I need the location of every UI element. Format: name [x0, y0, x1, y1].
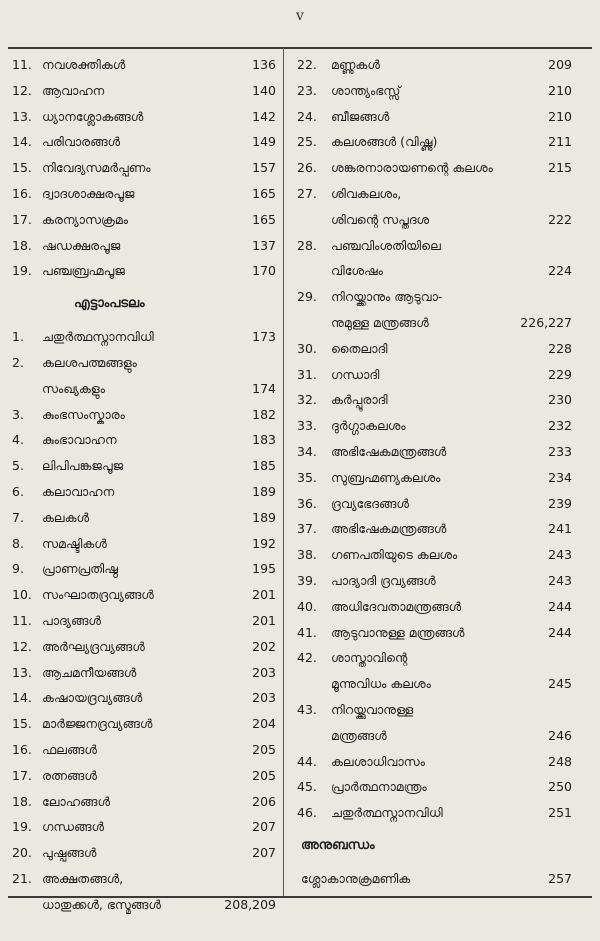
- entry-title: സമഷ്ടികൾ: [42, 535, 107, 551]
- toc-entry[interactable]: [12, 258, 276, 284]
- toc-entry[interactable]: [297, 413, 572, 439]
- entry-title: നിറയ്ക്കുവാനുള്ള മന്ത്രങ്ങൾ: [331, 701, 414, 743]
- toc-entry[interactable]: [297, 866, 572, 892]
- entry-number: 16.: [12, 185, 32, 201]
- entry-page: 251: [548, 805, 572, 821]
- toc-entry[interactable]: [12, 660, 276, 686]
- entry-page: 244: [548, 624, 572, 640]
- entry-number: 33.: [297, 418, 317, 434]
- toc-entry[interactable]: [297, 439, 572, 465]
- right-entries: [297, 52, 572, 826]
- section-heading: എട്ടാംപടലം: [74, 296, 145, 312]
- entry-title: മണ്ണുകൾ: [331, 57, 380, 72]
- entry-page: 248: [548, 753, 572, 769]
- toc-entry[interactable]: [297, 800, 572, 826]
- entry-title: ആവാഹന: [42, 82, 105, 98]
- entry-title: ചതുർത്ഥസ്നാനവിധി: [331, 805, 443, 821]
- entry-number: 34.: [297, 443, 317, 459]
- entry-title: കഷായദ്രവ്യങ്ങൾ: [42, 690, 143, 706]
- entry-number: 40.: [297, 598, 317, 614]
- toc-entry[interactable]: [12, 78, 276, 104]
- entry-page: 246: [548, 727, 572, 743]
- entry-number: 44.: [297, 753, 317, 769]
- entry-title: ശങ്കരനാരായണന്റെ കലശം: [331, 160, 493, 176]
- entry-page: 183: [252, 432, 276, 448]
- entry-page: 182: [252, 406, 276, 422]
- entry-page: 192: [252, 535, 276, 551]
- entry-title: ഗണപതിയുടെ കലശം: [331, 547, 458, 563]
- toc-entry[interactable]: [12, 427, 276, 453]
- entry-number: 35.: [297, 469, 317, 485]
- top-rule: [8, 47, 592, 49]
- toc-entry[interactable]: [297, 491, 572, 517]
- toc-entry[interactable]: [297, 516, 572, 542]
- toc-entry[interactable]: [297, 697, 572, 749]
- right-column: [297, 52, 572, 892]
- entry-title: ഷഡക്ഷരപൂജ: [42, 237, 121, 253]
- entry-title: അഭിഷേകമന്ത്രങ്ങൾ: [331, 521, 447, 537]
- toc-entry[interactable]: [12, 324, 276, 350]
- toc-entry[interactable]: [12, 711, 276, 737]
- entry-page: 209: [548, 57, 572, 72]
- toc-entry[interactable]: [297, 181, 572, 233]
- entry-title: ചതുർത്ഥസ്നാനവിധി: [42, 329, 154, 345]
- left-group-2: [12, 324, 276, 917]
- entry-title: ശ്ലോകാനുക്രമണിക: [301, 870, 411, 886]
- toc-entry[interactable]: [297, 284, 572, 336]
- entry-title: ദ്രവ്യഭേദങ്ങൾ: [331, 495, 409, 511]
- entry-number: 46.: [297, 805, 317, 821]
- entry-page: 165: [252, 211, 276, 227]
- entry-page: 201: [252, 612, 276, 628]
- entry-title: കലശാധിവാസം: [331, 753, 425, 769]
- entry-number: 18.: [12, 237, 32, 253]
- entry-number: 14.: [12, 134, 32, 150]
- toc-entry[interactable]: [12, 840, 276, 866]
- entry-number: 31.: [297, 366, 317, 382]
- page-number: v: [296, 8, 304, 24]
- entry-number: 45.: [297, 779, 317, 795]
- entry-page: 228: [548, 340, 572, 356]
- entry-number: 22.: [297, 57, 317, 72]
- toc-entry[interactable]: [12, 181, 276, 207]
- entry-number: 24.: [297, 108, 317, 124]
- toc-entry[interactable]: [12, 505, 276, 531]
- entry-page: 232: [548, 418, 572, 434]
- entry-title: സുബ്രഹ്മണ്യകലശം: [331, 469, 441, 485]
- entry-page: 189: [252, 509, 276, 525]
- entry-title: ദ്വാദശാക്ഷരപൂജ: [42, 185, 135, 201]
- entry-number: 3.: [12, 406, 24, 422]
- entry-title: കുംഭാവാഹന: [42, 432, 117, 448]
- entry-title: കലശങ്ങൾ (വിഷ്ണു): [331, 134, 438, 150]
- entry-page: 203: [252, 690, 276, 706]
- entry-page: 174: [252, 380, 276, 396]
- entry-number: 6.: [12, 483, 24, 499]
- toc-entry[interactable]: [297, 78, 572, 104]
- entry-page: 243: [548, 547, 572, 563]
- entry-title: ഗന്ധങ്ങൾ: [42, 819, 105, 835]
- entry-number: 17.: [12, 767, 32, 783]
- entry-number: 14.: [12, 690, 32, 706]
- entry-number: 4.: [12, 432, 24, 448]
- entry-number: 20.: [12, 845, 32, 861]
- entry-title: കരന്യാസക്രമം: [42, 211, 128, 227]
- entry-title: ധ്യാനശ്ലോകങ്ങൾ: [42, 108, 144, 124]
- entry-page: 136: [252, 57, 276, 72]
- entry-number: 21.: [12, 870, 32, 886]
- entry-number: 9.: [12, 561, 24, 577]
- entry-number: 38.: [297, 547, 317, 563]
- entry-title: അർഘ്യദ്രവ്യങ്ങൾ: [42, 638, 145, 654]
- toc-entry[interactable]: [12, 556, 276, 582]
- toc-entry[interactable]: [297, 774, 572, 800]
- toc-entry[interactable]: [12, 531, 276, 557]
- entry-number: 12.: [12, 82, 32, 98]
- entry-title: പ്രാർത്ഥനാമന്ത്രം: [331, 779, 427, 795]
- entry-title: കലാവാഹന: [42, 483, 115, 499]
- entry-page: 207: [252, 845, 276, 861]
- entry-number: 13.: [12, 108, 32, 124]
- entry-title: പഞ്ചബ്രഹ്മപൂജ: [42, 263, 125, 279]
- entry-page: 207: [252, 819, 276, 835]
- entry-page: 210: [548, 108, 572, 124]
- toc-entry[interactable]: [12, 814, 276, 840]
- entry-page: 205: [252, 741, 276, 757]
- entry-number: 41.: [297, 624, 317, 640]
- entry-title: പുഷ്പങ്ങൾ: [42, 845, 97, 861]
- entry-page: 201: [252, 587, 276, 603]
- entry-number: 29.: [297, 289, 317, 305]
- entry-title: സംഘാതദ്രവ്യങ്ങൾ: [42, 587, 154, 603]
- entry-title: ശാസ്താവിന്റെ മൂന്നുവിധം കലശം: [331, 650, 431, 692]
- entry-title: അധിദേവതാമന്ത്രങ്ങൾ: [331, 598, 462, 614]
- entry-title: കലശപത്മങ്ങളും സംഖ്യകളും: [42, 354, 137, 396]
- entry-page: 195: [252, 561, 276, 577]
- entry-page: 241: [548, 521, 572, 537]
- toc-entry[interactable]: [297, 104, 572, 130]
- entry-title: തൈലാദി: [331, 340, 388, 356]
- toc-entry[interactable]: [12, 866, 276, 918]
- entry-page: 173: [252, 329, 276, 345]
- entry-number: 27.: [297, 185, 317, 201]
- toc-entry[interactable]: [297, 362, 572, 388]
- entry-number: 2.: [12, 354, 24, 370]
- toc-entry[interactable]: [12, 789, 276, 815]
- entry-number: 12.: [12, 638, 32, 654]
- entry-title: ദുർഗ്ഗാകലശം: [331, 418, 406, 434]
- entry-page: 206: [252, 793, 276, 809]
- entry-number: 7.: [12, 509, 24, 525]
- entry-page: 234: [548, 469, 572, 485]
- entry-page: 185: [252, 458, 276, 474]
- entry-title: പ്രാണപ്രതിഷ്ഠ: [42, 561, 118, 577]
- toc-entry[interactable]: [12, 402, 276, 428]
- entry-page: 226,227: [520, 314, 572, 330]
- entry-title: ഗന്ധാദി: [331, 366, 380, 382]
- toc-entry[interactable]: [12, 129, 276, 155]
- entry-page: 233: [548, 443, 572, 459]
- entry-page: 170: [252, 263, 276, 279]
- toc-entry[interactable]: [297, 542, 572, 568]
- entry-number: 42.: [297, 650, 317, 666]
- entry-number: 37.: [297, 521, 317, 537]
- entry-number: 11.: [12, 57, 32, 72]
- toc-entry[interactable]: [297, 52, 572, 78]
- entry-number: 11.: [12, 612, 32, 628]
- entry-title: കർപ്പൂരാദി: [331, 392, 388, 408]
- toc-entry[interactable]: [297, 749, 572, 775]
- appendix-heading: അനുബന്ധം: [301, 837, 375, 853]
- entry-title: രത്നങ്ങൾ: [42, 767, 97, 783]
- entry-title: കലകൾ: [42, 509, 90, 525]
- toc-entry[interactable]: [12, 104, 276, 130]
- entry-title: നിവേദ്യസമർപ്പണം: [42, 160, 151, 176]
- toc-entry[interactable]: [12, 608, 276, 634]
- toc-entry[interactable]: [297, 465, 572, 491]
- entry-page: 243: [548, 572, 572, 588]
- entry-title: ലോഹങ്ങൾ: [42, 793, 111, 809]
- left-group-1: [12, 52, 276, 284]
- column-divider: [283, 48, 284, 896]
- entry-page: 204: [252, 716, 276, 732]
- entry-title: പാദ്യങ്ങൾ: [42, 612, 101, 628]
- entry-number: 19.: [12, 263, 32, 279]
- toc-entry[interactable]: [12, 685, 276, 711]
- entry-page: 244: [548, 598, 572, 614]
- toc-entry[interactable]: [12, 207, 276, 233]
- entry-title: നവശക്തികൾ: [42, 57, 126, 72]
- entry-number: 36.: [297, 495, 317, 511]
- entry-title: ആചമനീയങ്ങൾ: [42, 664, 137, 680]
- entry-page: 229: [548, 366, 572, 382]
- entry-page: 203: [252, 664, 276, 680]
- entry-page: 222: [548, 211, 572, 227]
- toc-entry[interactable]: [12, 233, 276, 259]
- entry-title: ബീജങ്ങൾ: [331, 108, 390, 124]
- entry-page: 224: [548, 263, 572, 279]
- entry-title: നിറയ്ക്കാനും ആടുവാ- നുമുള്ള മന്ത്രങ്ങൾ: [331, 289, 443, 330]
- entry-page: 157: [252, 160, 276, 176]
- entry-title: ശിവകലശം, ശിവന്റെ സപ്തദശ: [331, 185, 430, 227]
- entry-number: 19.: [12, 819, 32, 835]
- toc-entry[interactable]: [12, 52, 276, 78]
- toc-entry[interactable]: [12, 582, 276, 608]
- entry-page: 239: [548, 495, 572, 511]
- entry-page: 211: [548, 134, 572, 150]
- entry-title: മാർജ്ജനദ്രവ്യങ്ങൾ: [42, 716, 153, 732]
- toc-entry[interactable]: [12, 737, 276, 763]
- entry-number: 17.: [12, 211, 32, 227]
- entry-page: 202: [252, 638, 276, 654]
- entry-number: 39.: [297, 572, 317, 588]
- entry-number: 15.: [12, 160, 32, 176]
- entry-number: 30.: [297, 340, 317, 356]
- entry-page: 257: [548, 870, 572, 886]
- toc-entry[interactable]: [297, 129, 572, 155]
- entry-title: അഭിഷേകമന്ത്രങ്ങൾ: [331, 443, 447, 459]
- toc-entry[interactable]: [12, 155, 276, 181]
- entry-title: പഞ്ചവിംശതിയിലെ വിശേഷം: [331, 237, 441, 279]
- entry-page: 149: [252, 134, 276, 150]
- toc-entry[interactable]: [297, 568, 572, 594]
- entry-number: 10.: [12, 587, 32, 603]
- entry-number: 13.: [12, 664, 32, 680]
- toc-entry[interactable]: [12, 350, 276, 402]
- entry-title: ഫലങ്ങൾ: [42, 741, 97, 757]
- entry-page: 137: [252, 237, 276, 253]
- entry-page: 215: [548, 160, 572, 176]
- toc-entry[interactable]: [297, 387, 572, 413]
- entry-number: 15.: [12, 716, 32, 732]
- entry-number: 5.: [12, 458, 24, 474]
- entry-title: ലിപിപങ്കജപൂജ: [42, 458, 124, 474]
- toc-entry[interactable]: [297, 594, 572, 620]
- toc-entry[interactable]: [12, 453, 276, 479]
- toc-entry[interactable]: [12, 634, 276, 660]
- entry-title: ശാന്ത്യംഭസ്സ്: [331, 82, 401, 98]
- entry-number: 8.: [12, 535, 24, 551]
- toc-entry[interactable]: [297, 233, 572, 285]
- entry-number: 18.: [12, 793, 32, 809]
- entry-page: 140: [252, 82, 276, 98]
- toc-entry[interactable]: [297, 155, 572, 181]
- entry-number: 43.: [297, 701, 317, 717]
- entry-title: അക്ഷതങ്ങൾ, ധാതുക്കൾ, ഭസ്മങ്ങൾ: [42, 870, 161, 912]
- entry-page: 165: [252, 185, 276, 201]
- toc-entry[interactable]: [297, 645, 572, 697]
- entry-page: 210: [548, 82, 572, 98]
- entry-page: 245: [548, 676, 572, 692]
- entry-title: ആടുവാനുള്ള മന്ത്രങ്ങൾ: [331, 624, 465, 640]
- toc-entry[interactable]: [297, 336, 572, 362]
- entry-title: പരിവാരങ്ങൾ: [42, 134, 121, 150]
- entry-page: 230: [548, 392, 572, 408]
- entry-number: 25.: [297, 134, 317, 150]
- toc-entry[interactable]: [12, 763, 276, 789]
- entry-number: 16.: [12, 741, 32, 757]
- entry-number: 23.: [297, 82, 317, 98]
- entry-page: 142: [252, 108, 276, 124]
- entry-page: 250: [548, 779, 572, 795]
- entry-title: കുംഭസംസ്കാരം: [42, 406, 125, 422]
- entry-number: 32.: [297, 392, 317, 408]
- entry-page: 208,209: [224, 896, 276, 912]
- entry-number: 28.: [297, 237, 317, 253]
- left-column: [12, 52, 276, 918]
- toc-entry[interactable]: [297, 620, 572, 646]
- entry-number: 26.: [297, 160, 317, 176]
- entry-page: 189: [252, 483, 276, 499]
- entry-page: 205: [252, 767, 276, 783]
- entry-number: 1.: [12, 329, 24, 345]
- toc-entry[interactable]: [12, 479, 276, 505]
- entry-title: പാദ്യാദി ദ്രവ്യങ്ങൾ: [331, 572, 436, 588]
